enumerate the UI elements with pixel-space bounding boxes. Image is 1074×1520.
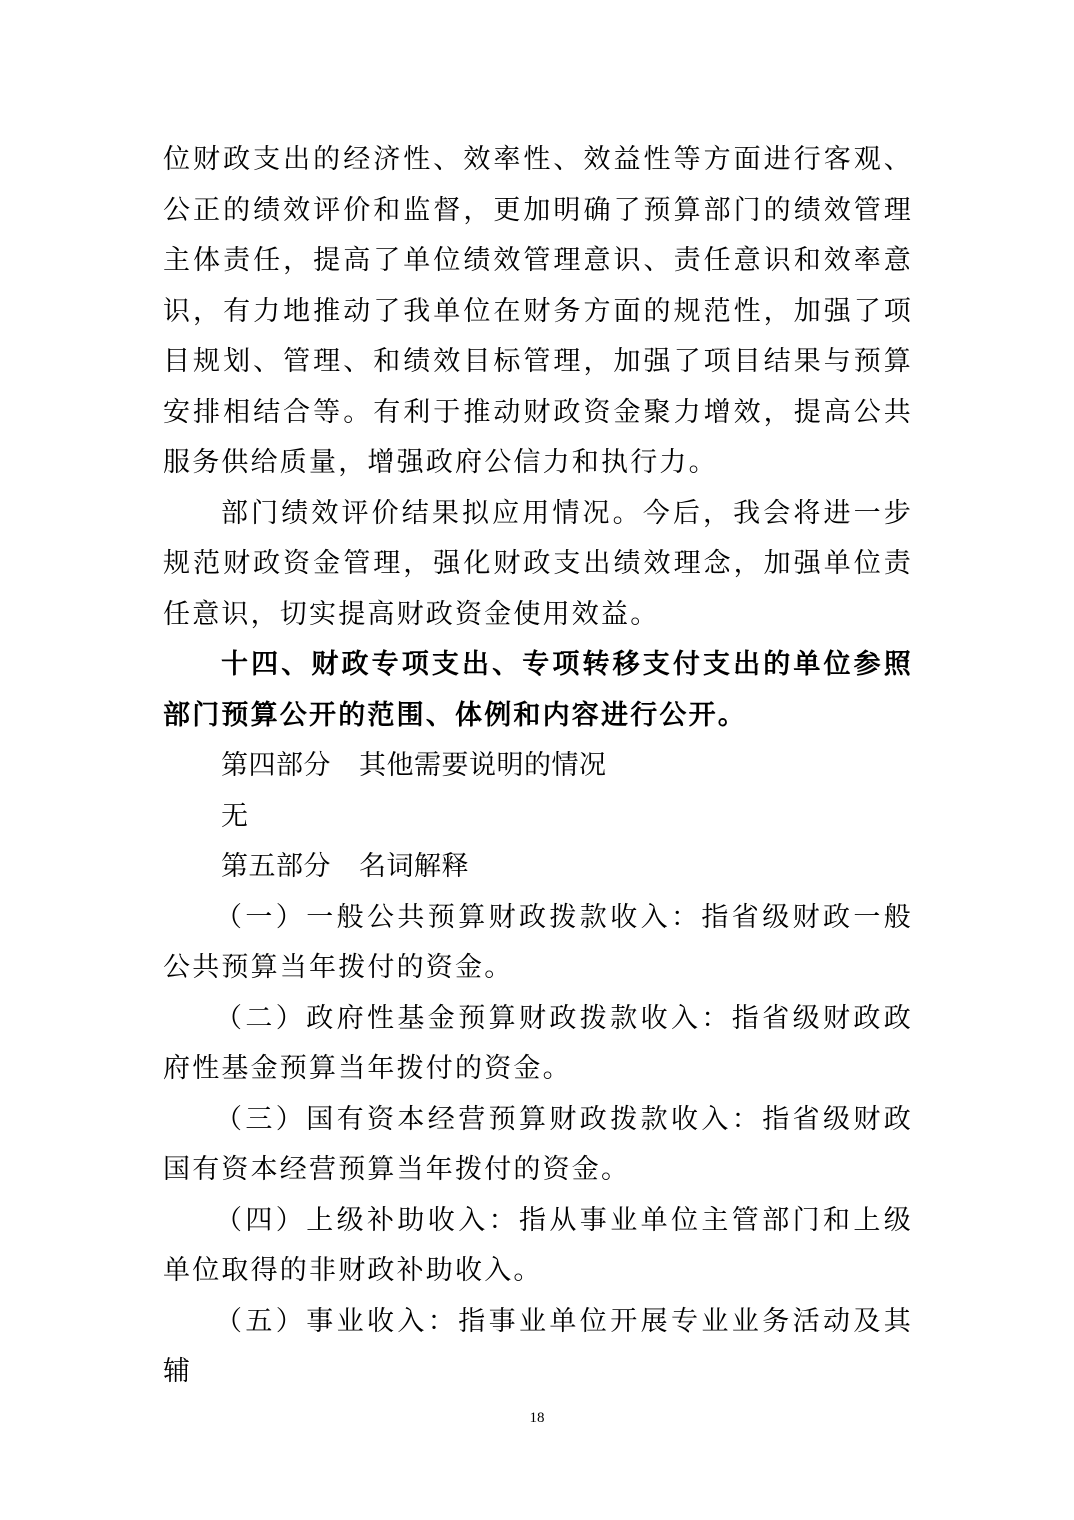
- part-5-title: 名词解释: [359, 851, 469, 882]
- performance-paragraph: 位财政支出的经济性、效率性、效益性等方面进行客观、公正的绩效评价和监督，更加明确了预算部门的绩效管理主体责任，提高了单位绩效管理意识、责任意识和效率意识，有力地推动了我单位在财务方面的规范性，加强了项目规划、管理、和绩效目标管理，加强了项目结果与预算安排相结合等。有利于推动财政资金聚力增效，提高公共服务供给质量，增强政府公信力和执行力。: [163, 144, 913, 478]
- part-4-heading: [163, 741, 913, 792]
- part-5-heading: [163, 842, 913, 893]
- part-5-label: 第五部分: [221, 851, 331, 882]
- document-body: [163, 135, 913, 1398]
- part-4-label: 第四部分: [221, 750, 331, 781]
- term-definition-1: （一）一般公共预算财政拨款收入：指省级财政一般公共预算当年拨付的资金。: [163, 901, 913, 983]
- page-number: 18: [529, 1410, 545, 1426]
- part-4-content: 无: [221, 800, 249, 832]
- part-4-title: 其他需要说明的情况: [359, 750, 607, 781]
- evaluation-application-paragraph: 部门绩效评价结果拟应用情况。今后，我会将进一步规范财政资金管理，强化财政支出绩效理念，加强单位责任意识，切实提高财政资金使用效益。: [163, 497, 913, 630]
- term-definition-4: （四）上级补助收入：指从事业单位主管部门和上级单位取得的非财政补助收入。: [163, 1204, 913, 1286]
- term-definition-5: （五）事业收入：指事业单位开展专业业务活动及其辅: [163, 1305, 913, 1387]
- term-definition-2: （二）政府性基金预算财政拨款收入：指省级财政政府性基金预算当年拨付的资金。: [163, 1002, 913, 1084]
- term-definition-3: （三）国有资本经营预算财政拨款收入：指省级财政国有资本经营预算当年拨付的资金。: [163, 1103, 913, 1185]
- section-14-heading: 十四、财政专项支出、专项转移支付支出的单位参照部门预算公开的范围、体例和内容进行公开。: [163, 649, 913, 731]
